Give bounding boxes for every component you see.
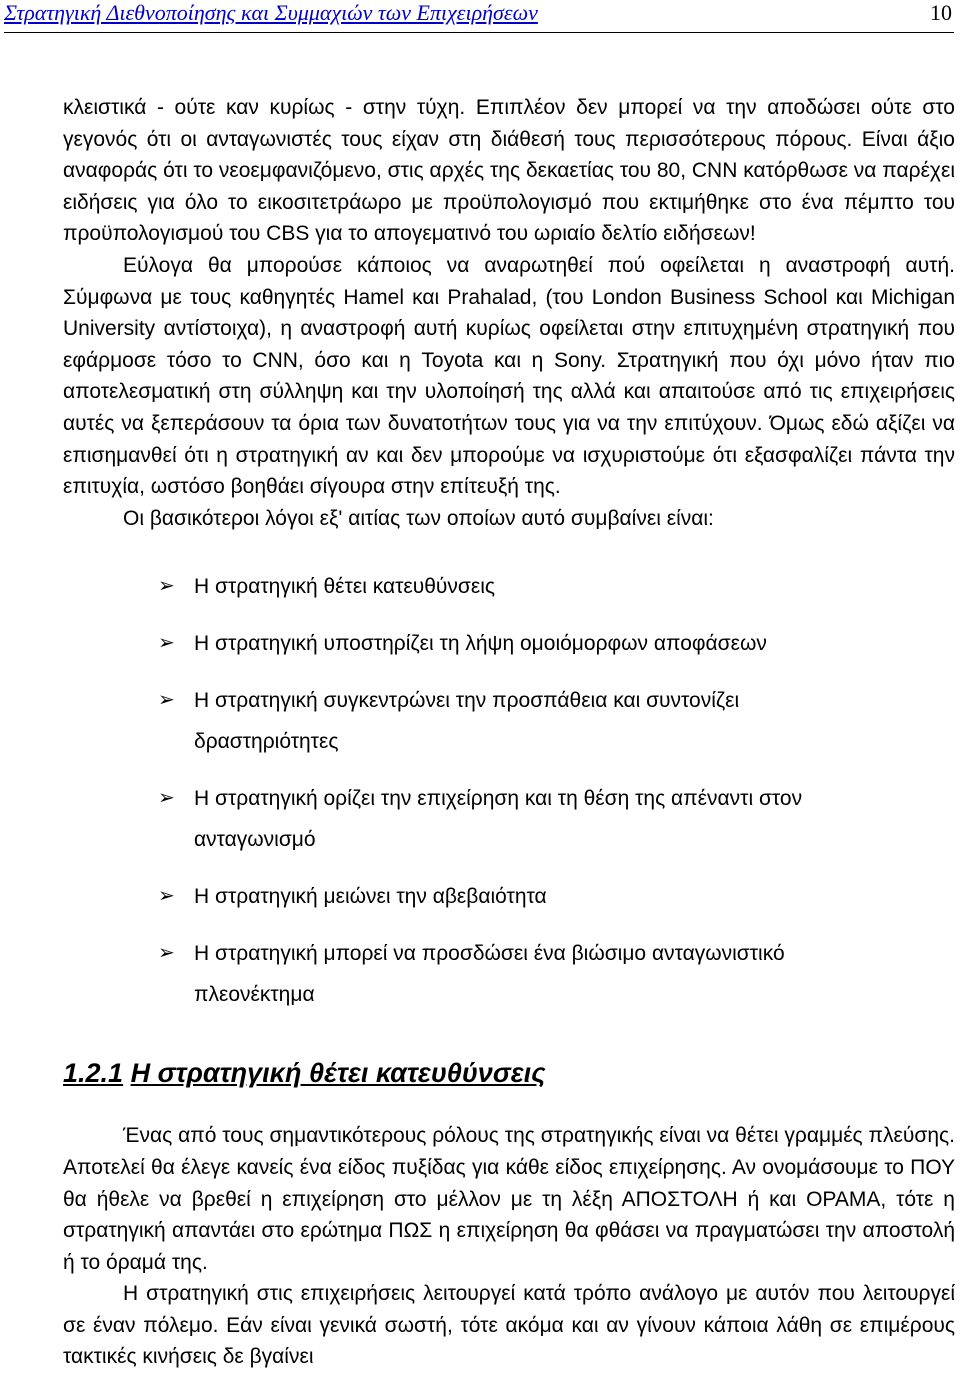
section-title: Η στρατηγική θέτει κατευθύνσεις xyxy=(130,1058,546,1089)
list-item xyxy=(63,876,854,917)
arrow-bullet-icon: ➢ xyxy=(158,575,175,598)
paragraph: Ένας από τους σημαντικότερους ρόλους της στρατηγικής είναι να θέτει γραμμές πλεύσης. Αποτελεί θα έλεγε κανείς ένα είδος πυξίδας για κάθε είδος επιχείρησης. Αν ονομάσουμε το ΠΟΥ θα ήθελε να βρεθεί η επιχείρηση στο μέλλον με τη λέξη ΑΠΟΣΤΟΛΗ ή και ΟΡΑΜΑ, τότε η στρατηγική απαντάει στο ερώτημα ΠΩΣ η επιχείρηση θα φθάσει να πραγματώσει την αποστολή ή το όραμά της. xyxy=(63,1124,955,1274)
arrow-bullet-icon: ➢ xyxy=(158,689,175,712)
list-item-text: Η στρατηγική μειώνει την αβεβαιότητα xyxy=(194,885,547,909)
list-item xyxy=(63,778,854,860)
list-item-text: Η στρατηγική μπορεί να προσδώσει ένα βιώσιμο ανταγωνιστικό πλεονέκτημα xyxy=(194,942,785,1007)
paragraph: κλειστικά - ούτε καν κυρίως - στην τύχη. Επιπλέον δεν μπορεί να την αποδώσει ούτε στο γεγονός ότι οι ανταγωνιστές τους είχαν στη διάθεσή τους περισσότερους πόρους. Είναι άξιο αναφοράς ότι το νεοεμφανιζόμενο, στις αρχές της δεκαετίας του 80, CNN κατόρθωσε να παρέχει ειδήσεις για όλο το εικοσιτετράωρο με προϋπολογισμό που εκτιμήθηκε στο ένα πέμπτο του προϋπολογισμού του CBS για το απογεματινό του ωριαίο δελτίο ειδήσεων! xyxy=(63,96,955,246)
section-heading xyxy=(63,1053,955,1093)
arrow-bullet-icon: ➢ xyxy=(158,632,175,655)
list-item-text: Η στρατηγική θέτει κατευθύνσεις xyxy=(194,575,495,599)
arrow-bullet-icon: ➢ xyxy=(158,885,175,908)
list-item xyxy=(63,680,854,762)
page-header xyxy=(4,0,954,33)
list-item-text: Η στρατηγική ορίζει την επιχείρηση και τη θέση της απέναντι στον ανταγωνισμό xyxy=(194,787,803,852)
arrow-bullet-icon: ➢ xyxy=(158,942,175,965)
document-body xyxy=(63,92,955,1373)
section-number: 1.2.1 xyxy=(63,1058,124,1089)
list-item-text: Η στρατηγική συγκεντρώνει την προσπάθεια και συντονίζει δραστηριότητες xyxy=(194,689,740,754)
page-number: 10 xyxy=(930,0,952,25)
paragraph: Οι βασικότεροι λόγοι εξ' αιτίας των οποίων αυτό συμβαίνει είναι: xyxy=(123,506,714,530)
list-item-text: Η στρατηγική υποστηρίζει τη λήψη ομοιόμορφων αποφάσεων xyxy=(194,632,767,656)
reasons-list xyxy=(63,566,955,1015)
list-item xyxy=(63,566,854,607)
list-item xyxy=(63,623,854,664)
paragraph: Η στρατηγική στις επιχειρήσεις λειτουργεί κατά τρόπο ανάλογο με αυτόν που λειτουργεί σε έναν πόλεμο. Εάν είναι γενικά σωστή, τότε ακόμα και αν γίνουν κάποια λάθη σε επιμέρους τακτικές κινήσεις δε βγαίνει xyxy=(63,1282,955,1369)
paragraph: Εύλογα θα μπορούσε κάποιος να αναρωτηθεί πού οφείλεται η αναστροφή αυτή. Σύμφωνα με τους καθηγητές Hamel και Prahalad, (του London Business School και Michigan University αντίστοιχα), η αναστροφή αυτή κυρίως οφείλεται στην επιτυχημένη στρατηγική που εφάρμοσε τόσο το CNN, όσο και η Toyota και η Sony. Στρατηγική που όχι μόνο ήταν πιο αποτελεσματική στη σύλληψη και την υλοποίησή της αλλά και απαιτούσε από τις επιχειρήσεις αυτές να ξεπεράσουν τα όρια των δυνατοτήτων τους για να την επιτύχουν. Όμως εδώ αξίζει να επισημανθεί ότι η στρατηγική αν και δεν μπορούμε να ισχυριστούμε ότι εξασφαλίζει πάντα την επιτυχία, ωστόσο βοηθάει σίγουρα στην επίτευξή της. xyxy=(63,253,955,499)
arrow-bullet-icon: ➢ xyxy=(158,787,175,810)
header-title: Στρατηγική Διεθνοποίησης και Συμμαχιών των Επιχειρήσεων xyxy=(4,0,538,25)
list-item xyxy=(63,933,854,1015)
